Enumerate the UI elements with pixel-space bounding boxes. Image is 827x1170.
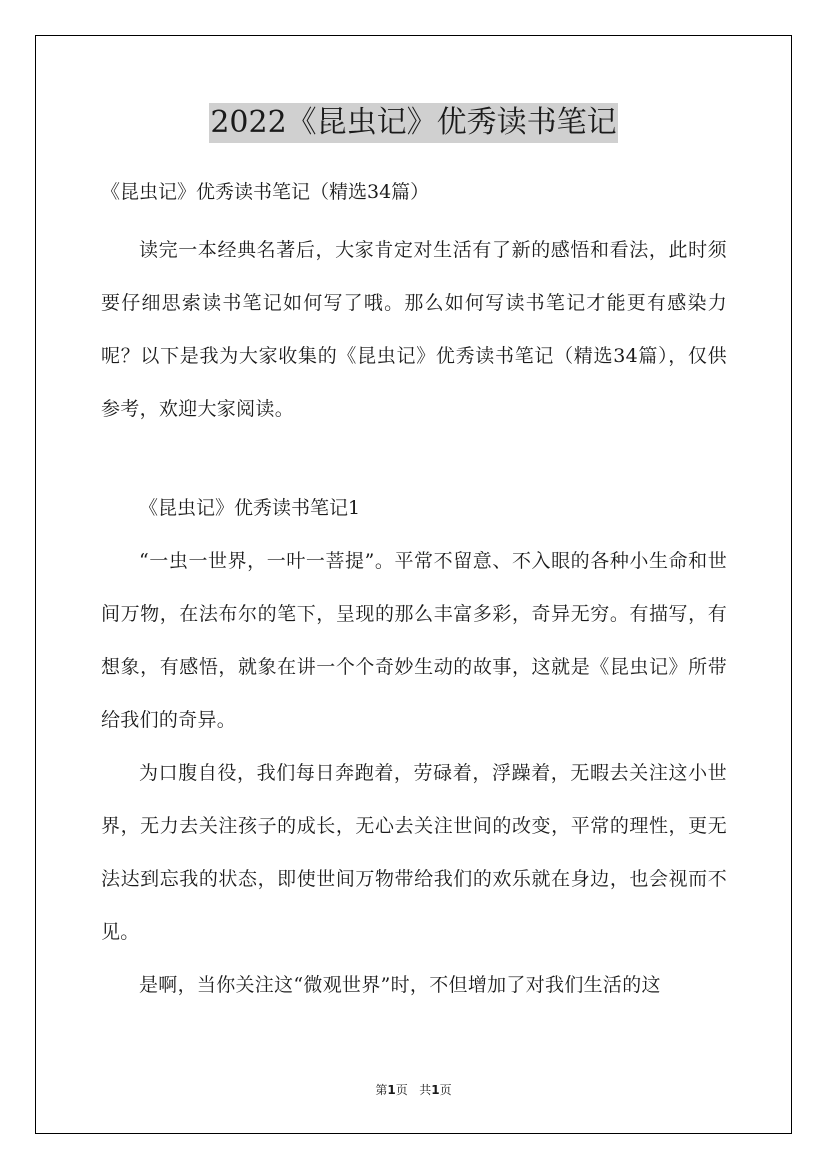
page-footer <box>0 1082 827 1098</box>
intro-paragraph: 读完一本经典名著后，大家肯定对生活有了新的感悟和看法，此时须要仔细思索读书笔记如何写了哦。那么如何写读书笔记才能更有感染力呢？以下是我为大家收集的《昆虫记》优秀读书笔记（精选34篇），仅供参考，欢迎大家阅读。 <box>101 239 727 420</box>
document-body <box>101 170 727 1012</box>
footer-page-suffix: 页 <box>439 1083 452 1097</box>
document-subtitle: 《昆虫记》优秀读书笔记（精选34篇） <box>101 181 430 203</box>
body-paragraph-3: 是啊，当你关注这“微观世界”时，不但增加了对我们生活的这 <box>139 974 661 996</box>
footer-page-mid: 页 共 <box>395 1083 432 1097</box>
body-paragraph-2: 为口腹自役，我们每日奔跑着，劳碌着，浮躁着，无暇去关注这小世界，无力去关注孩子的成长，无心去关注世间的改变，平常的理性，更无法达到忘我的状态，即使世间万物带给我们的欢乐就在身边，也会视而不见。 <box>101 762 727 943</box>
footer-page-current: 1 <box>387 1083 396 1097</box>
title-container <box>0 103 827 143</box>
footer-page-prefix: 第 <box>375 1083 388 1097</box>
body-paragraph-1: “一虫一世界，一叶一菩提”。平常不留意、不入眼的各种小生命和世间万物，在法布尔的笔下，呈现的那么丰富多彩，奇异无穷。有描写，有想象，有感悟，就象在讲一个个奇妙生动的故事，这就是《昆虫记》所带给我们的奇异。 <box>101 550 727 731</box>
section-heading: 《昆虫记》优秀读书笔记1 <box>139 497 361 519</box>
footer-page-total: 1 <box>431 1083 440 1097</box>
document-title: 2022《昆虫记》优秀读书笔记 <box>209 103 617 143</box>
